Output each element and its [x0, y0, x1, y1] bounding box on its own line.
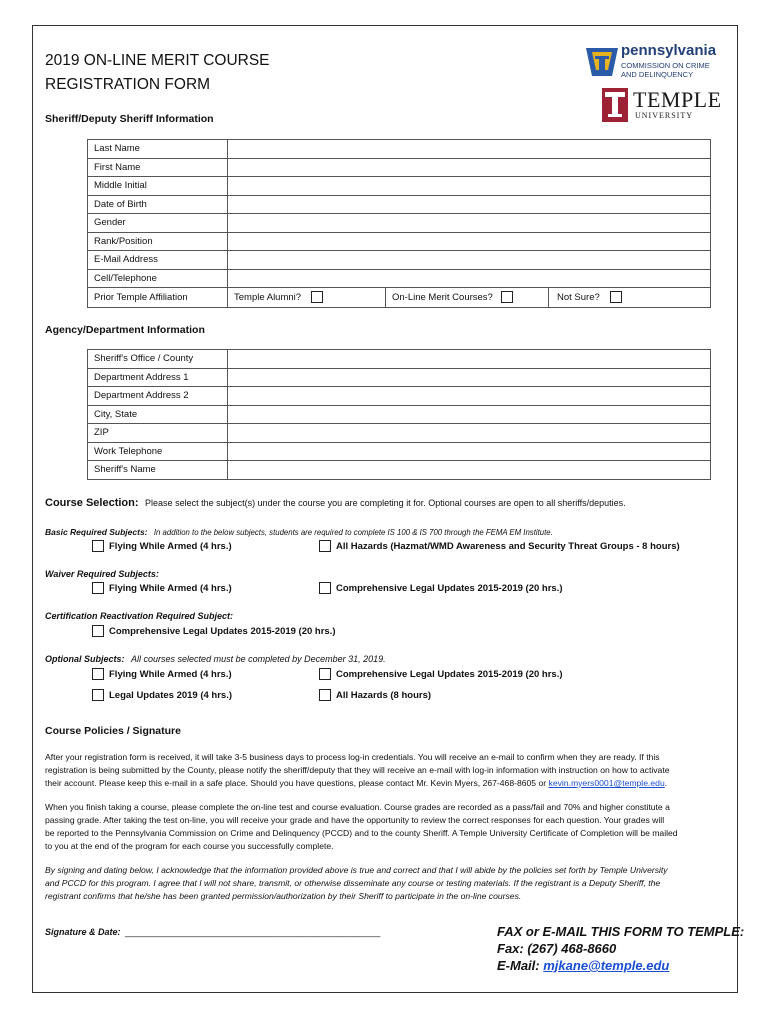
- pccd-logo-subtext1: COMMISSION ON CRIME: [621, 61, 710, 70]
- gender-field[interactable]: [228, 214, 711, 233]
- field-label: Department Address 2: [88, 387, 228, 406]
- cert-legal-checkbox[interactable]: [92, 625, 104, 637]
- mjkane-email-link[interactable]: mjkane@temple.edu: [543, 958, 670, 973]
- temple-logo-subtext: UNIVERSITY: [635, 111, 693, 120]
- affiliation-cell: [228, 288, 711, 308]
- keystone-icon: [582, 42, 622, 82]
- option-label: Flying While Armed (4 hrs.): [109, 582, 232, 594]
- last-name-field[interactable]: [228, 140, 711, 159]
- work-telephone-field[interactable]: [228, 442, 711, 461]
- optional-legal-checkbox[interactable]: [319, 668, 331, 680]
- field-label: Work Telephone: [88, 442, 228, 461]
- optional-legal2019-checkbox[interactable]: [92, 689, 104, 701]
- optional-hazards-checkbox[interactable]: [319, 689, 331, 701]
- course-selection-line: [45, 497, 626, 509]
- signature-field[interactable]: ___________________________________________________: [125, 927, 381, 937]
- middle-initial-field[interactable]: [228, 177, 711, 196]
- basic-hazards-checkbox[interactable]: [319, 540, 331, 552]
- merit-courses-checkbox[interactable]: [501, 291, 513, 303]
- table-row: [88, 251, 711, 270]
- optional-subjects-line: [45, 654, 386, 664]
- field-label: E-Mail Address: [88, 251, 228, 270]
- field-label: Cell/Telephone: [88, 269, 228, 288]
- basic-subjects-note: In addition to the below subjects, students are required to complete IS 100 & IS 700 through the FEMA EM Institute.: [153, 528, 553, 537]
- first-name-field[interactable]: [228, 158, 711, 177]
- policies-heading: Course Policies / Signature: [45, 725, 181, 737]
- policies-paragraph-3: By signing and dating below, I acknowledge that the information provided above is true and correct and that I will abide by the policies set forth by Temple University and PCCD for this program. I agree that I will not share, transmit, or otherwise disseminate any course or testing materials. If the registrant is a Deputy Sheriff, the registrant confirms that he/she has been granted permission/authorization by their Sheriff to participate in the on-line courses.: [45, 865, 668, 901]
- waiver-flying-option: [92, 582, 232, 594]
- not-sure-label: Not Sure?: [557, 291, 600, 303]
- table-row: [88, 424, 711, 443]
- waiver-legal-checkbox[interactable]: [319, 582, 331, 594]
- course-selection-intro: Please select the subject(s) under the course you are completing it for. Optional courses are open to all sheriffs/deputies.: [145, 498, 626, 508]
- table-row: [88, 158, 711, 177]
- cert-legal-option: [92, 625, 336, 637]
- sheriffs-office-field[interactable]: [228, 350, 711, 369]
- temple-alumni-checkbox[interactable]: [311, 291, 323, 303]
- optional-subjects-heading: Optional Subjects:: [45, 654, 125, 664]
- optional-hazards-option: [319, 689, 431, 701]
- city-state-field[interactable]: [228, 405, 711, 424]
- field-label: Gender: [88, 214, 228, 233]
- option-label: All Hazards (Hazmat/WMD Awareness and Security Threat Groups - 8 hours): [336, 540, 680, 552]
- table-row: [88, 269, 711, 288]
- option-label: Comprehensive Legal Updates 2015-2019 (20 hrs.): [109, 625, 336, 637]
- pccd-logo-subtext2: AND DELINQUENCY: [621, 70, 694, 79]
- temple-alumni-label: Temple Alumni?: [234, 291, 302, 303]
- sheriff-info-table: [87, 139, 711, 308]
- field-label: Rank/Position: [88, 232, 228, 251]
- field-label: Sheriff's Name: [88, 461, 228, 480]
- table-row: [88, 232, 711, 251]
- temple-logo-text: TEMPLE: [633, 87, 722, 112]
- optional-legal-option: [319, 668, 563, 680]
- date-of-birth-field[interactable]: [228, 195, 711, 214]
- kevin-email-link[interactable]: kevin.myers0001@temple.edu: [548, 778, 665, 788]
- option-label: Comprehensive Legal Updates 2015-2019 (20 hrs.): [336, 582, 563, 594]
- basic-hazards-option: [319, 540, 680, 552]
- field-label: Department Address 1: [88, 368, 228, 387]
- option-label: Comprehensive Legal Updates 2015-2019 (20 hrs.): [336, 668, 563, 680]
- sheriff-info-heading: Sheriff/Deputy Sheriff Information: [45, 113, 214, 125]
- policies-paragraph-2: When you finish taking a course, please complete the on-line test and course evaluation. Course grades are recorded as a pass/fail and 70% and higher constitute a passing grade. After taking the test on-line, you will receive your grade and have the opportunity to review the correct responses for each question. Your grades will be reported to the Pennsylvania Commission on Crime and Delinquency (PCCD) and to the county Sheriff. A Temple University Certificate of Completion will be mailed to you at the end of the program for each course you successfully complete.: [45, 802, 678, 851]
- form-title-line2: REGISTRATION FORM: [45, 76, 211, 93]
- table-row: [88, 177, 711, 196]
- waiver-subjects-heading: Waiver Required Subjects:: [45, 569, 159, 579]
- basic-flying-option: [92, 540, 232, 552]
- agency-info-heading: Agency/Department Information: [45, 324, 205, 336]
- fax-number: Fax: (267) 468-8660: [497, 941, 617, 956]
- fax-heading: FAX or E-MAIL THIS FORM TO TEMPLE:: [497, 924, 745, 939]
- pccd-logo-text: pennsylvania: [621, 42, 717, 59]
- option-label: Flying While Armed (4 hrs.): [109, 668, 232, 680]
- waiver-legal-option: [319, 582, 563, 594]
- rank-position-field[interactable]: [228, 232, 711, 251]
- optional-flying-checkbox[interactable]: [92, 668, 104, 680]
- field-label: Sheriff's Office / County: [88, 350, 228, 369]
- pccd-logo: [580, 42, 730, 84]
- table-row: [88, 350, 711, 369]
- not-sure-checkbox[interactable]: [610, 291, 622, 303]
- dept-address2-field[interactable]: [228, 387, 711, 406]
- table-row: [88, 368, 711, 387]
- signature-line: [45, 927, 380, 937]
- table-row: [88, 405, 711, 424]
- temple-t-icon: [602, 88, 628, 122]
- table-row: [88, 442, 711, 461]
- field-label: Date of Birth: [88, 195, 228, 214]
- field-label: Last Name: [88, 140, 228, 159]
- policies-paragraph-1: After your registration form is received, it will take 3-5 business days to process log-in credentials. You will receive an e-mail to confirm when they are ready. If this registration is being submitted by the County, please notify the sheriff/deputy that they will receive an e-mail with log-in information with instruction on how to activate their account. Please keep this e-mail in a safe place. Should you have questions, please contact Mr. Kevin Myers, 267-468-8605 or kevin.myers0001@temple.edu.: [45, 752, 670, 788]
- agency-info-table: [87, 349, 711, 480]
- fax-email-line: E-Mail: mjkane@temple.edu: [497, 958, 670, 973]
- course-selection-heading: Course Selection:: [45, 497, 139, 509]
- basic-subjects-heading: Basic Required Subjects:: [45, 527, 148, 537]
- merit-courses-label: On-Line Merit Courses?: [392, 291, 493, 303]
- optional-subjects-note: All courses selected must be completed by December 31, 2019.: [131, 654, 386, 664]
- temple-logo: [602, 88, 727, 124]
- table-row: [88, 140, 711, 159]
- optional-legal2019-option: [92, 689, 232, 701]
- field-label: ZIP: [88, 424, 228, 443]
- field-label: City, State: [88, 405, 228, 424]
- field-label: Middle Initial: [88, 177, 228, 196]
- table-row: [88, 288, 711, 308]
- waiver-flying-checkbox[interactable]: [92, 582, 104, 594]
- table-row: [88, 214, 711, 233]
- option-label: All Hazards (8 hours): [336, 689, 432, 701]
- cert-subject-heading: Certification Reactivation Required Subject:: [45, 611, 234, 621]
- sheriffs-name-field[interactable]: [228, 461, 711, 480]
- field-label: First Name: [88, 158, 228, 177]
- telephone-field[interactable]: [228, 269, 711, 288]
- basic-flying-checkbox[interactable]: [92, 540, 104, 552]
- field-label: Prior Temple Affiliation: [88, 288, 228, 308]
- zip-field[interactable]: [228, 424, 711, 443]
- email-field[interactable]: [228, 251, 711, 270]
- dept-address1-field[interactable]: [228, 368, 711, 387]
- basic-subjects-line: [45, 527, 553, 537]
- optional-flying-option: [92, 668, 232, 680]
- option-label: Flying While Armed (4 hrs.): [109, 540, 232, 552]
- signature-label: Signature & Date:: [45, 927, 121, 937]
- table-row: [88, 387, 711, 406]
- option-label: Legal Updates 2019 (4 hrs.): [109, 689, 233, 701]
- table-row: [88, 195, 711, 214]
- table-row: [88, 461, 711, 480]
- form-title-line1: 2019 ON-LINE MERIT COURSE: [45, 52, 270, 69]
